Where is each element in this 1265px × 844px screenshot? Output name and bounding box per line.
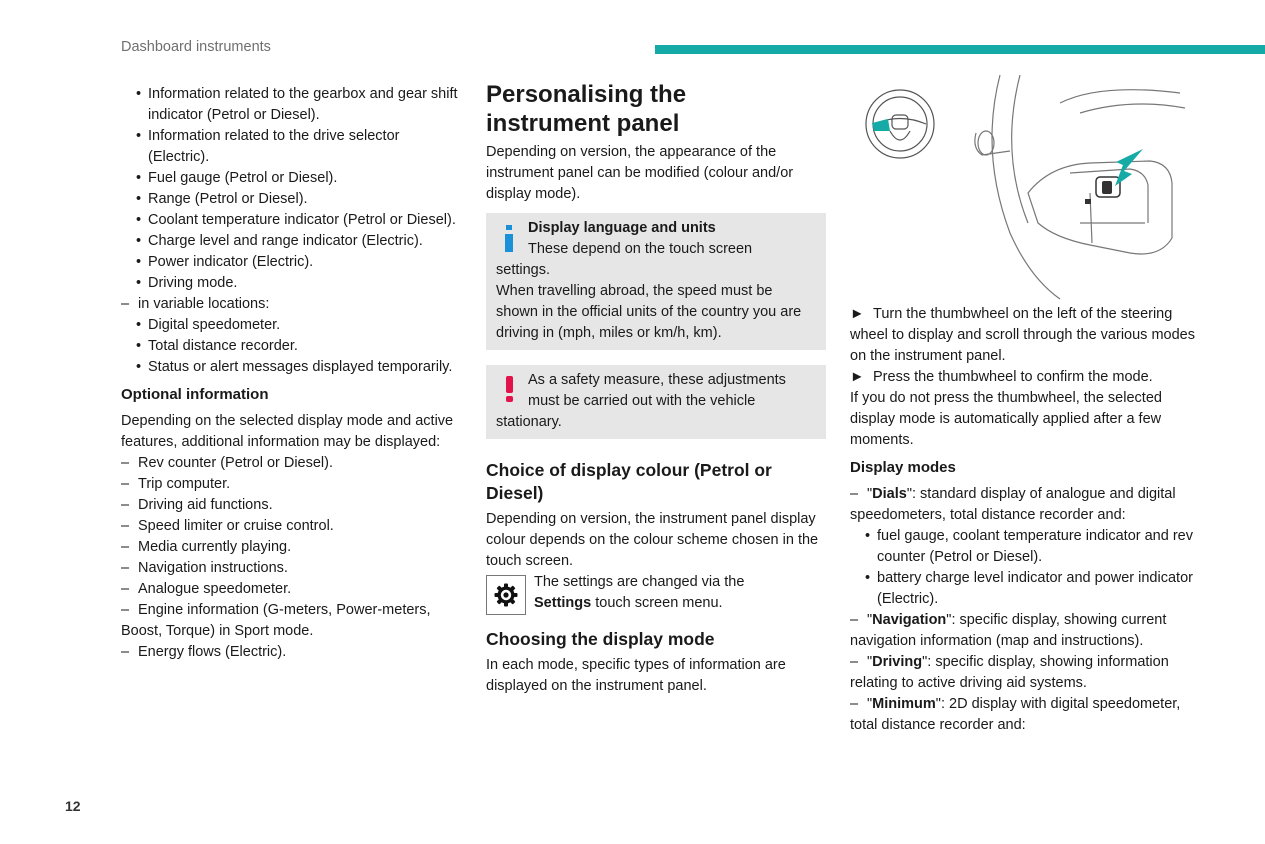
info-note-rest: settings. xyxy=(496,262,550,278)
warning-icon xyxy=(506,376,514,402)
info-bullet-text: Charge level and range indicator (Electric). xyxy=(148,233,423,249)
info-bullet: • Fuel gauge (Petrol or Diesel). xyxy=(136,170,338,186)
mode-navigation: – "Navigation": specific display, showing current navigation information (map and instructions). xyxy=(850,612,1167,649)
optional-list xyxy=(121,453,461,663)
info-bullet: • Status or alert messages displayed temporarily. xyxy=(136,359,453,375)
info-bullet-text: Information related to the drive selector (Electric). xyxy=(148,128,400,165)
info-bullet: • Total distance recorder. xyxy=(136,338,298,354)
column-3 xyxy=(850,304,1195,736)
optional-item-text: Navigation instructions. xyxy=(138,560,288,576)
dials-item: • fuel gauge, coolant temperature indicator and rev counter (Petrol or Diesel). xyxy=(865,528,1193,565)
info-bullet: • Information related to the gearbox and gear shift indicator (Petrol or Diesel). xyxy=(136,86,458,123)
info-bullet-text: Digital speedometer. xyxy=(148,317,281,333)
info-bullet-text: Power indicator (Electric). xyxy=(148,254,314,270)
info-bullet-text: Status or alert messages displayed temporarily. xyxy=(148,359,453,375)
mode-text: In each mode, specific types of information are displayed on the instrument panel. xyxy=(486,657,786,694)
info-bullet: • Driving mode. xyxy=(136,275,238,291)
optional-item: – Media currently playing. xyxy=(121,539,292,555)
colour-text: Depending on version, the instrument panel display colour depends on the colour scheme chosen in the touch screen. xyxy=(486,511,819,569)
column-1 xyxy=(121,84,461,663)
warning-note xyxy=(486,365,826,439)
info-bullet: • Power indicator (Electric). xyxy=(136,254,314,270)
mode-driving: – "Driving": specific display, showing information relating to active driving aid systems. xyxy=(850,654,1169,691)
optional-heading: Optional information xyxy=(121,386,269,403)
mode-dials-name: Dials xyxy=(872,486,907,502)
page-title-line2: instrument panel xyxy=(486,110,680,137)
mode-navigation-text: : specific display, showing current navigation information (map and instructions). xyxy=(850,612,1167,649)
mode-driving-name: Driving xyxy=(872,654,923,670)
optional-item-text: Driving aid functions. xyxy=(138,497,273,513)
colour-heading: Choice of display colour (Petrol or Diesel) xyxy=(486,460,772,503)
intro-text: Depending on version, the appearance of the instrument panel can be modified (colour and/or display mode). xyxy=(486,144,794,202)
optional-item: – Rev counter (Petrol or Diesel). xyxy=(121,455,334,471)
settings-menu-name: Settings xyxy=(534,595,592,611)
mode-navigation-name: Navigation xyxy=(872,612,947,628)
optional-intro: Depending on the selected display mode and active features, additional information may be displayed: xyxy=(121,413,454,450)
settings-line1: The settings are changed via the xyxy=(534,574,745,590)
warning-note-rest: stationary. xyxy=(496,414,562,430)
info-bullet-text: Information related to the gearbox and gear shift indicator (Petrol or Diesel). xyxy=(148,86,458,123)
page-number: 12 xyxy=(65,798,81,814)
settings-line2 xyxy=(534,593,826,614)
info-note-line1: These depend on the touch screen xyxy=(528,241,753,257)
arrow-right-icon: ► xyxy=(850,369,865,385)
warning-note-line1: As a safety measure, these adjustments xyxy=(528,372,786,388)
arrow-right-icon: ► xyxy=(850,306,865,322)
info-dash: – in variable locations: xyxy=(121,296,270,312)
step-2 xyxy=(850,367,1195,388)
dials-item-text: fuel gauge, coolant temperature indicator and rev counter (Petrol or Diesel). xyxy=(877,528,1193,565)
info-bullet: • Coolant temperature indicator (Petrol or Diesel). xyxy=(136,212,456,228)
settings-note xyxy=(486,572,826,616)
step-1 xyxy=(850,304,1195,367)
page-title-line1: Personalising the xyxy=(486,81,687,108)
optional-item-text: Analogue speedometer. xyxy=(138,581,292,597)
info-icon xyxy=(504,223,514,251)
settings-line2-rest: touch screen menu. xyxy=(591,595,723,611)
dials-item-text: battery charge level indicator and power indicator (Electric). xyxy=(877,570,1193,607)
info-dash-text: in variable locations: xyxy=(138,296,270,312)
mode-minimum-text: : 2D display with digital speedometer, total distance recorder and: xyxy=(850,696,1181,733)
optional-item-text: Media currently playing. xyxy=(138,539,292,555)
mode-dials-text: : standard display of analogue and digital speedometers, total distance recorder and: xyxy=(850,486,1176,523)
modes-heading: Display modes xyxy=(850,459,956,476)
optional-item: – Speed limiter or cruise control. xyxy=(121,518,334,534)
info-bullet: • Range (Petrol or Diesel). xyxy=(136,191,308,207)
optional-item-text: Engine information (G-meters, Power-meters, Boost, Torque) in Sport mode. xyxy=(121,602,431,639)
info-list xyxy=(121,84,461,378)
header-title: Dashboard instruments xyxy=(121,39,271,55)
optional-item: – Engine information (G-meters, Power-meters, Boost, Torque) in Sport mode. xyxy=(121,602,431,639)
info-bullet: • Information related to the drive selector (Electric). xyxy=(136,128,400,165)
header-accent-bar xyxy=(655,45,1265,54)
optional-item-text: Trip computer. xyxy=(138,476,231,492)
column-2 xyxy=(486,80,826,697)
mode-minimum-name: Minimum xyxy=(872,696,936,712)
warning-note-line2: must be carried out with the vehicle xyxy=(528,393,756,409)
info-bullet-text: Driving mode. xyxy=(148,275,238,291)
optional-item: – Energy flows (Electric). xyxy=(121,644,287,660)
optional-item: – Driving aid functions. xyxy=(121,497,273,513)
info-note xyxy=(486,213,826,350)
optional-item-text: Rev counter (Petrol or Diesel). xyxy=(138,455,334,471)
optional-item-text: Speed limiter or cruise control. xyxy=(138,518,334,534)
gear-icon xyxy=(486,575,526,615)
optional-item-text: Energy flows (Electric). xyxy=(138,644,287,660)
page-title xyxy=(486,80,826,138)
step-1-text: Turn the thumbwheel on the left of the steering wheel to display and scroll through the various modes on the instrument panel. xyxy=(850,306,1195,364)
info-bullet-text: Total distance recorder. xyxy=(148,338,298,354)
dials-item: • battery charge level indicator and power indicator (Electric). xyxy=(865,570,1193,607)
optional-item: – Trip computer. xyxy=(121,476,231,492)
mode-driving-text: : specific display, showing information relating to active driving aid systems. xyxy=(850,654,1169,691)
steering-wheel-illustration xyxy=(860,73,1190,301)
info-note-title: Display language and units xyxy=(528,220,716,236)
mode-heading: Choosing the display mode xyxy=(486,629,715,649)
info-bullet-text: Range (Petrol or Diesel). xyxy=(148,191,308,207)
step-after: If you do not press the thumbwheel, the selected display mode is automatically applied after a few moments. xyxy=(850,390,1162,448)
info-bullet: • Digital speedometer. xyxy=(136,317,281,333)
info-bullet: • Charge level and range indicator (Electric). xyxy=(136,233,423,249)
step-2-text: Press the thumbwheel to confirm the mode. xyxy=(873,369,1153,385)
info-bullet-text: Coolant temperature indicator (Petrol or Diesel). xyxy=(148,212,456,228)
mode-dials: – "Dials": standard display of analogue and digital speedometers, total distance recorder and: xyxy=(850,486,1176,523)
info-bullet-text: Fuel gauge (Petrol or Diesel). xyxy=(148,170,338,186)
info-note-para2: When travelling abroad, the speed must be shown in the official units of the country you are driving in (mph, miles or km/h, km). xyxy=(496,283,802,341)
mode-minimum: – "Minimum": 2D display with digital speedometer, total distance recorder and: xyxy=(850,696,1181,733)
optional-item: – Navigation instructions. xyxy=(121,560,288,576)
optional-item: – Analogue speedometer. xyxy=(121,581,292,597)
